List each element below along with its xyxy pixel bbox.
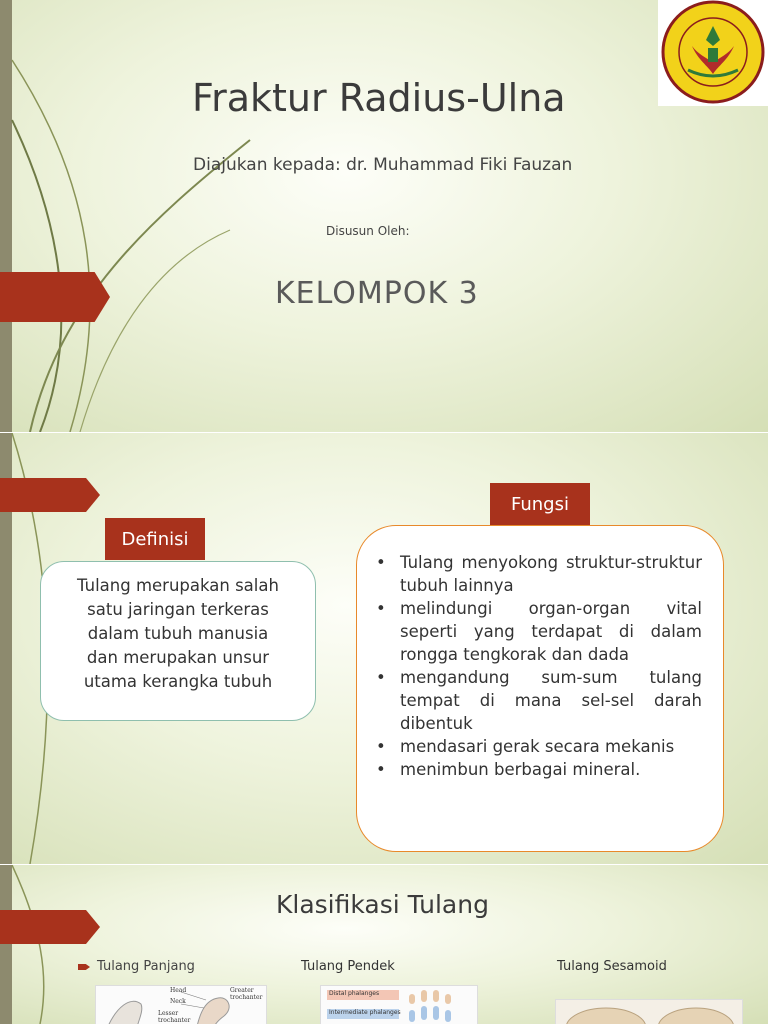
fungsi-label-text: Fungsi	[511, 493, 569, 515]
prepared-by-label: Disusun Oleh:	[326, 224, 410, 238]
column-label-panjang: Tulang Panjang	[97, 959, 195, 974]
definisi-box	[40, 561, 316, 721]
title-slide	[0, 0, 768, 432]
sesamoid-bone-figure	[555, 999, 743, 1024]
fungsi-item: • mendasari gerak secara mekanis	[364, 735, 702, 758]
figure-label-head: Head	[170, 987, 187, 994]
long-bone-figure	[95, 985, 267, 1024]
fungsi-item: • melindungi organ-organ vital seperti yang terdapat di dalam rongga tengkorak dan dada	[364, 597, 702, 666]
slide-title: Fraktur Radius-Ulna	[192, 76, 566, 120]
accent-arrow	[0, 910, 100, 944]
accent-arrow	[0, 478, 100, 512]
definisi-text	[41, 574, 315, 694]
fungsi-item: • mengandung sum-sum tulang tempat di mana sel-sel darah dibentuk	[364, 666, 702, 735]
short-bone-figure	[320, 985, 478, 1024]
decorative-curves	[0, 0, 260, 432]
slide-title: Klasifikasi Tulang	[276, 890, 489, 919]
definisi-label-text: Definisi	[121, 528, 189, 550]
column-label-pendek: Tulang Pendek	[301, 959, 395, 974]
figure-label-distal-phalanges: Distal phalanges	[329, 990, 380, 997]
figure-label-intermediate-phalanges: Intermediate phalanges	[329, 1009, 401, 1016]
group-name: KELOMPOK 3	[275, 276, 479, 311]
fungsi-list	[364, 551, 702, 781]
accent-arrow	[0, 272, 110, 322]
fungsi-item: • Tulang menyokong struktur-struktur tubuh lainnya	[364, 551, 702, 597]
definisi-line: Tulang merupakan salah	[77, 576, 279, 595]
figure-label-neck: Neck	[170, 998, 186, 1005]
definisi-line: utama kerangka tubuh	[83, 672, 273, 691]
figure-label-lesser-trochanter: Lesser trochanter	[158, 1010, 191, 1024]
fungsi-item: • menimbun berbagai mineral.	[364, 758, 702, 781]
fungsi-label	[490, 483, 590, 525]
definisi-line: dalam tubuh manusia	[87, 624, 269, 643]
column-label-sesamoid: Tulang Sesamoid	[557, 959, 667, 974]
definisi-line: dan merupakan unsur	[86, 648, 270, 667]
definisi-label	[105, 518, 205, 560]
figure-label-greater-trochanter: Greater trochanter	[230, 987, 263, 1001]
university-logo	[658, 0, 768, 106]
definisi-line: satu jaringan terkeras	[87, 600, 269, 619]
slide-subtitle: Diajukan kepada: dr. Muhammad Fiki Fauzan	[193, 155, 573, 175]
classification-slide	[0, 865, 768, 1024]
